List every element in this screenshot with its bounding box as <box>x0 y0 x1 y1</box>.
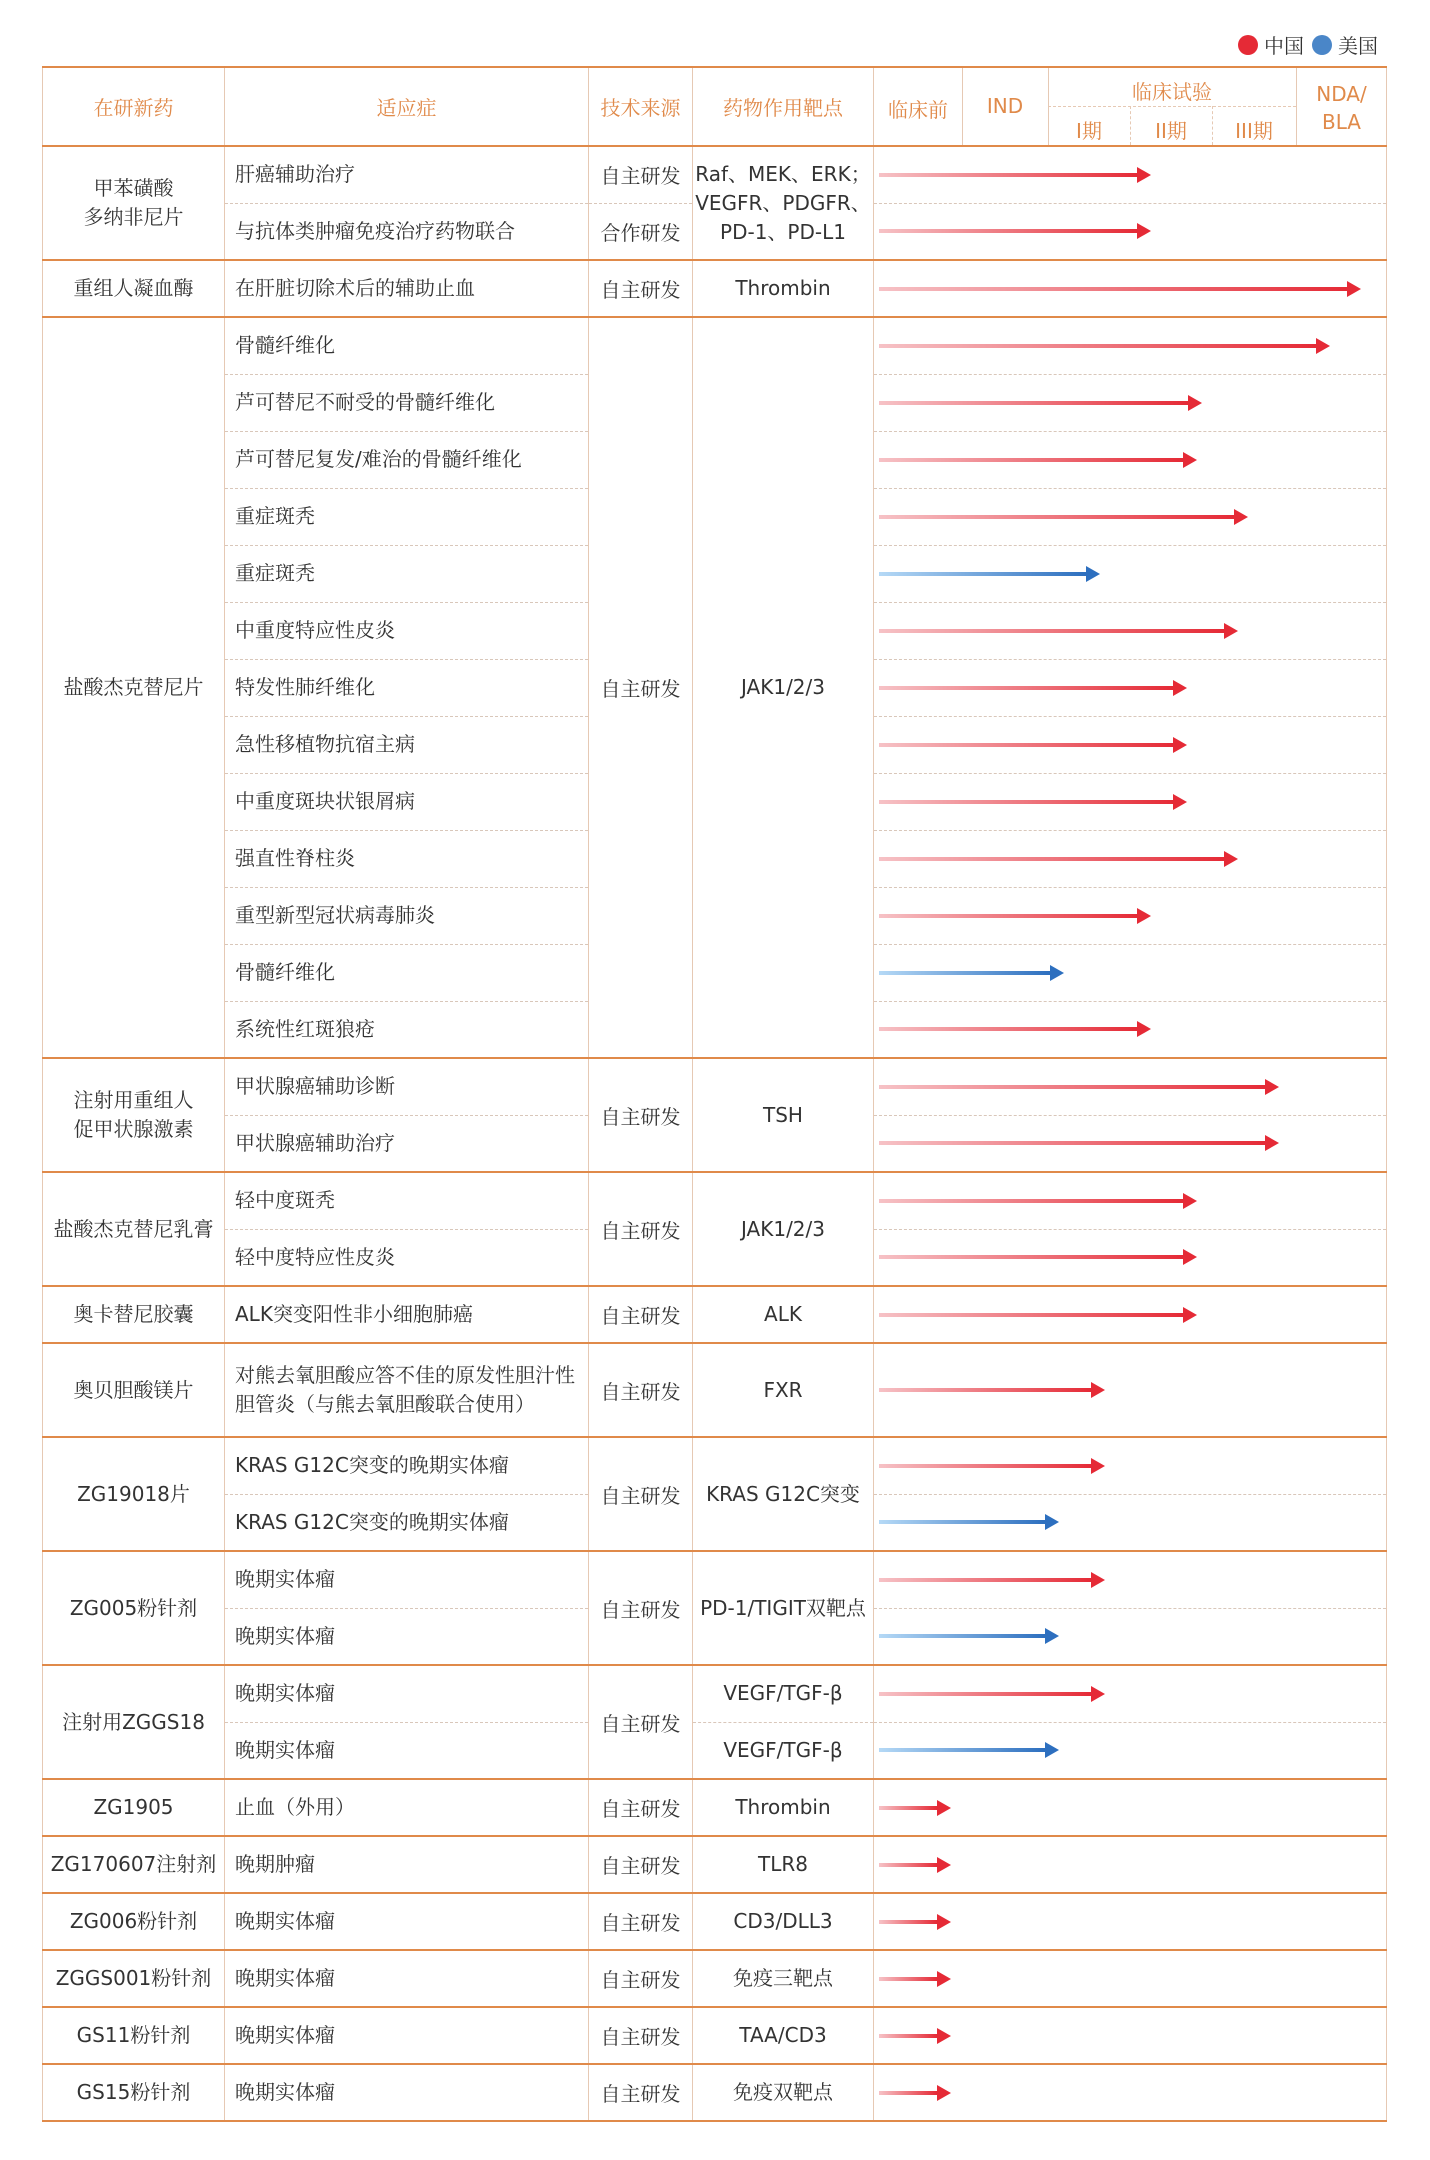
progress-cell <box>874 659 1387 716</box>
tech-source: 自主研发 <box>589 1779 693 1836</box>
table-row <box>43 1343 1387 1437</box>
indication: 中重度斑块状银屑病 <box>225 773 589 830</box>
arrow-shaft <box>879 1920 937 1924</box>
tech-source: 自主研发 <box>589 1058 693 1172</box>
arrow-head-icon <box>937 1857 951 1873</box>
arrow-head-icon <box>1091 1686 1105 1702</box>
arrow-head-icon <box>1173 737 1187 753</box>
progress-cell <box>874 1437 1387 1494</box>
progress-arrow-china <box>879 1577 1105 1583</box>
drug-name: 注射用ZGGS18 <box>43 1665 225 1779</box>
tech-source: 自主研发 <box>589 1437 693 1551</box>
progress-cell <box>874 602 1387 659</box>
progress-arrow-china <box>879 400 1202 406</box>
table-header-row <box>43 67 1387 146</box>
arrow-shaft <box>879 1388 1091 1392</box>
stage-bla: BLA <box>1321 110 1361 134</box>
arrow-head-icon <box>1183 1249 1197 1265</box>
progress-cell <box>874 1893 1387 1950</box>
progress-arrow-china <box>879 1463 1105 1469</box>
progress-arrow-china <box>879 457 1197 463</box>
table-row <box>43 260 1387 317</box>
arrow-head-icon <box>1137 908 1151 924</box>
indication: 晚期肿瘤 <box>225 1836 589 1893</box>
stage-phase3: III期 <box>1235 119 1273 143</box>
arrow-head-icon <box>1045 1628 1059 1644</box>
progress-arrow-china <box>879 1254 1197 1260</box>
drug-target: KRAS G12C突变 <box>693 1437 874 1551</box>
header-drug: 在研新药 <box>43 67 225 146</box>
progress-cell <box>874 374 1387 431</box>
indication: 晚期实体瘤 <box>225 1722 589 1779</box>
arrow-shaft <box>879 743 1173 747</box>
tech-source: 合作研发 <box>589 203 693 260</box>
drug-target: ALK <box>693 1286 874 1343</box>
progress-arrow-usa <box>879 571 1100 577</box>
drug-name: ZG19018片 <box>43 1437 225 1551</box>
tech-source: 自主研发 <box>589 260 693 317</box>
arrow-shaft <box>879 1578 1091 1582</box>
progress-cell <box>874 431 1387 488</box>
progress-cell <box>874 1115 1387 1172</box>
arrow-shaft <box>879 1027 1137 1031</box>
stage-clinical-underline <box>1048 106 1296 107</box>
table-row <box>43 1950 1387 2007</box>
arrow-head-icon <box>1347 281 1361 297</box>
table-row <box>43 1286 1387 1343</box>
indication: KRAS G12C突变的晚期实体瘤 <box>225 1437 589 1494</box>
header-indication: 适应症 <box>225 67 589 146</box>
progress-arrow-china <box>879 628 1238 634</box>
progress-arrow-china <box>879 228 1151 234</box>
tech-source: 自主研发 <box>589 1893 693 1950</box>
arrow-head-icon <box>1045 1514 1059 1530</box>
progress-arrow-china <box>879 343 1330 349</box>
drug-name: ZG1905 <box>43 1779 225 1836</box>
progress-arrow-china <box>879 1976 951 1982</box>
tech-source: 自主研发 <box>589 1950 693 2007</box>
drug-target: TLR8 <box>693 1836 874 1893</box>
arrow-shaft <box>879 1199 1183 1203</box>
arrow-head-icon <box>1183 1193 1197 1209</box>
progress-arrow-china <box>879 1084 1279 1090</box>
arrow-head-icon <box>1173 680 1187 696</box>
progress-cell <box>874 944 1387 1001</box>
progress-arrow-china <box>879 799 1187 805</box>
progress-arrow-usa <box>879 1747 1059 1753</box>
arrow-shaft <box>879 800 1173 804</box>
indication: 晚期实体瘤 <box>225 1893 589 1950</box>
indication: 甲状腺癌辅助诊断 <box>225 1058 589 1115</box>
arrow-shaft <box>879 1520 1045 1524</box>
drug-target: FXR <box>693 1343 874 1437</box>
drug-name: ZG006粉针剂 <box>43 1893 225 1950</box>
drug-name: 奥卡替尼胶囊 <box>43 1286 225 1343</box>
indication: 急性移植物抗宿主病 <box>225 716 589 773</box>
arrow-head-icon <box>1091 1572 1105 1588</box>
progress-cell <box>874 773 1387 830</box>
header-target: 药物作用靶点 <box>693 67 874 146</box>
progress-cell <box>874 545 1387 602</box>
table-row <box>43 1893 1387 1950</box>
indication: 晚期实体瘤 <box>225 2007 589 2064</box>
arrow-head-icon <box>1234 509 1248 525</box>
arrow-head-icon <box>1183 452 1197 468</box>
progress-cell <box>874 2007 1387 2064</box>
arrow-head-icon <box>1316 338 1330 354</box>
drug-name: 盐酸杰克替尼乳膏 <box>43 1172 225 1286</box>
tech-source: 自主研发 <box>589 146 693 203</box>
indication: 晚期实体瘤 <box>225 1950 589 2007</box>
progress-cell <box>874 1665 1387 1722</box>
progress-arrow-usa <box>879 1633 1059 1639</box>
drug-name: 奥贝胆酸镁片 <box>43 1343 225 1437</box>
arrow-head-icon <box>937 1914 951 1930</box>
drug-target: Raf、MEK、ERK； VEGFR、PDGFR、 PD-1、PD-L1 <box>693 146 874 260</box>
arrow-shaft <box>879 1863 937 1867</box>
indication: 肝癌辅助治疗 <box>225 146 589 203</box>
drug-name: 重组人凝血酶 <box>43 260 225 317</box>
drug-target: PD-1/TIGIT双靶点 <box>693 1551 874 1665</box>
progress-cell <box>874 1229 1387 1286</box>
indication: 重症斑秃 <box>225 545 589 602</box>
progress-arrow-usa <box>879 1519 1059 1525</box>
drug-target: VEGF/TGF-β <box>693 1722 874 1779</box>
progress-arrow-china <box>879 685 1187 691</box>
arrow-head-icon <box>1137 1021 1151 1037</box>
drug-target: JAK1/2/3 <box>693 317 874 1058</box>
drug-target: Thrombin <box>693 260 874 317</box>
arrow-shaft <box>879 629 1224 633</box>
drug-name: ZGGS001粉针剂 <box>43 1950 225 2007</box>
tech-source: 自主研发 <box>589 1665 693 1779</box>
arrow-head-icon <box>1045 1742 1059 1758</box>
progress-arrow-china <box>879 742 1187 748</box>
indication: 轻中度特应性皮炎 <box>225 1229 589 1286</box>
drug-target: CD3/DLL3 <box>693 1893 874 1950</box>
drug-target: TSH <box>693 1058 874 1172</box>
arrow-shaft <box>879 2034 937 2038</box>
indication: 重症斑秃 <box>225 488 589 545</box>
arrow-shaft <box>879 971 1050 975</box>
indication: 与抗体类肿瘤免疫治疗药物联合 <box>225 203 589 260</box>
arrow-shaft <box>879 1085 1265 1089</box>
progress-arrow-china <box>879 1862 951 1868</box>
tech-source: 自主研发 <box>589 2064 693 2121</box>
table-row <box>43 1551 1387 1608</box>
progress-cell <box>874 1494 1387 1551</box>
arrow-shaft <box>879 287 1347 291</box>
stage-phase2: II期 <box>1155 119 1187 143</box>
tech-source: 自主研发 <box>589 1343 693 1437</box>
legend-label-china: 中国 <box>1264 34 1304 58</box>
indication: 对熊去氧胆酸应答不佳的原发性胆汁性 胆管炎（与熊去氧胆酸联合使用） <box>225 1343 589 1437</box>
tech-source: 自主研发 <box>589 1551 693 1665</box>
progress-cell <box>874 1001 1387 1058</box>
arrow-head-icon <box>1091 1382 1105 1398</box>
legend-item-usa <box>1312 30 1378 59</box>
stage-preclinical: 临床前 <box>888 98 948 122</box>
progress-cell <box>874 1343 1387 1437</box>
drug-name: ZG005粉针剂 <box>43 1551 225 1665</box>
progress-cell <box>874 1836 1387 1893</box>
tech-source: 自主研发 <box>589 1836 693 1893</box>
table-row <box>43 146 1387 203</box>
arrow-shaft <box>879 229 1137 233</box>
table-body <box>43 146 1387 2121</box>
arrow-head-icon <box>1173 794 1187 810</box>
indication: 在肝脏切除术后的辅助止血 <box>225 260 589 317</box>
stage-nda: NDA/ <box>1316 82 1367 106</box>
drug-name: 注射用重组人 促甲状腺激素 <box>43 1058 225 1172</box>
pipeline-table <box>42 66 1387 2122</box>
indication: 骨髓纤维化 <box>225 317 589 374</box>
arrow-shaft <box>879 686 1173 690</box>
progress-cell <box>874 1608 1387 1665</box>
indication: 止血（外用） <box>225 1779 589 1836</box>
progress-arrow-china <box>879 856 1238 862</box>
tech-source: 自主研发 <box>589 1172 693 1286</box>
table-row <box>43 2007 1387 2064</box>
table-row <box>43 317 1387 374</box>
arrow-head-icon <box>1137 223 1151 239</box>
header-source: 技术来源 <box>589 67 693 146</box>
arrow-shaft <box>879 401 1188 405</box>
arrow-shaft <box>879 173 1137 177</box>
legend-item-china <box>1238 30 1304 59</box>
table-row <box>43 1779 1387 1836</box>
arrow-head-icon <box>1265 1079 1279 1095</box>
tech-source: 自主研发 <box>589 2007 693 2064</box>
arrow-head-icon <box>937 2085 951 2101</box>
table-row <box>43 1058 1387 1115</box>
indication: 晚期实体瘤 <box>225 1665 589 1722</box>
arrow-shaft <box>879 2091 937 2095</box>
arrow-shaft <box>879 572 1086 576</box>
progress-cell <box>874 203 1387 260</box>
table-row <box>43 1836 1387 1893</box>
progress-cell <box>874 1172 1387 1229</box>
indication: 芦可替尼复发/难治的骨髓纤维化 <box>225 431 589 488</box>
indication: 芦可替尼不耐受的骨髓纤维化 <box>225 374 589 431</box>
progress-cell <box>874 1286 1387 1343</box>
arrow-head-icon <box>1265 1135 1279 1151</box>
progress-arrow-china <box>879 2033 951 2039</box>
arrow-shaft <box>879 1692 1091 1696</box>
legend <box>1238 30 1378 59</box>
progress-cell <box>874 1779 1387 1836</box>
progress-arrow-china <box>879 1312 1197 1318</box>
progress-arrow-usa <box>879 970 1064 976</box>
progress-arrow-china <box>879 1691 1105 1697</box>
indication: 重型新型冠状病毒肺炎 <box>225 887 589 944</box>
progress-cell <box>874 2064 1387 2121</box>
progress-cell <box>874 716 1387 773</box>
progress-arrow-china <box>879 1198 1197 1204</box>
arrow-head-icon <box>937 1971 951 1987</box>
progress-arrow-china <box>879 172 1151 178</box>
progress-cell <box>874 317 1387 374</box>
arrow-shaft <box>879 857 1224 861</box>
drug-target: 免疫双靶点 <box>693 2064 874 2121</box>
stage-phase1: I期 <box>1076 119 1102 143</box>
arrow-head-icon <box>1086 566 1100 582</box>
arrow-shaft <box>879 1141 1265 1145</box>
indication: 甲状腺癌辅助治疗 <box>225 1115 589 1172</box>
tech-source: 自主研发 <box>589 1286 693 1343</box>
progress-arrow-china <box>879 913 1151 919</box>
arrow-shaft <box>879 914 1137 918</box>
progress-arrow-china <box>879 1919 951 1925</box>
table-row <box>43 1172 1387 1229</box>
arrow-shaft <box>879 1977 937 1981</box>
progress-arrow-china <box>879 514 1248 520</box>
progress-cell <box>874 146 1387 203</box>
arrow-shaft <box>879 1313 1183 1317</box>
progress-arrow-china <box>879 286 1361 292</box>
stage-ind: IND <box>986 94 1024 118</box>
stage-nda-bla <box>1296 80 1387 136</box>
arrow-shaft <box>879 515 1234 519</box>
progress-cell <box>874 1551 1387 1608</box>
indication: 强直性脊柱炎 <box>225 830 589 887</box>
indication: KRAS G12C突变的晚期实体瘤 <box>225 1494 589 1551</box>
header-stages <box>874 67 1387 146</box>
arrow-head-icon <box>1137 167 1151 183</box>
indication: 骨髓纤维化 <box>225 944 589 1001</box>
arrow-head-icon <box>1050 965 1064 981</box>
indication: 晚期实体瘤 <box>225 2064 589 2121</box>
arrow-shaft <box>879 1255 1183 1259</box>
drug-target: 免疫三靶点 <box>693 1950 874 2007</box>
indication: 特发性肺纤维化 <box>225 659 589 716</box>
arrow-shaft <box>879 1464 1091 1468</box>
table-row <box>43 1665 1387 1722</box>
arrow-head-icon <box>937 2028 951 2044</box>
drug-name: GS15粉针剂 <box>43 2064 225 2121</box>
progress-arrow-china <box>879 1026 1151 1032</box>
drug-name: 盐酸杰克替尼片 <box>43 317 225 1058</box>
arrow-head-icon <box>1224 623 1238 639</box>
indication: 晚期实体瘤 <box>225 1551 589 1608</box>
drug-name: GS11粉针剂 <box>43 2007 225 2064</box>
arrow-head-icon <box>1091 1458 1105 1474</box>
blue-dot-icon <box>1312 35 1332 55</box>
arrow-shaft <box>879 1748 1045 1752</box>
table-row <box>43 2064 1387 2121</box>
progress-cell <box>874 1058 1387 1115</box>
tech-source: 自主研发 <box>589 317 693 1058</box>
progress-arrow-china <box>879 2090 951 2096</box>
progress-arrow-china <box>879 1140 1279 1146</box>
arrow-shaft <box>879 458 1183 462</box>
stage-clinical-trial: 临床试验 <box>1132 80 1212 104</box>
indication: 系统性红斑狼疮 <box>225 1001 589 1058</box>
arrow-head-icon <box>1183 1307 1197 1323</box>
drug-target: TAA/CD3 <box>693 2007 874 2064</box>
progress-cell <box>874 830 1387 887</box>
table-row <box>43 1722 1387 1779</box>
indication: 中重度特应性皮炎 <box>225 602 589 659</box>
red-dot-icon <box>1238 35 1258 55</box>
legend-label-usa: 美国 <box>1338 34 1378 58</box>
progress-cell <box>874 260 1387 317</box>
arrow-head-icon <box>937 1800 951 1816</box>
drug-name: ZG170607注射剂 <box>43 1836 225 1893</box>
drug-target: VEGF/TGF-β <box>693 1665 874 1722</box>
drug-target: Thrombin <box>693 1779 874 1836</box>
progress-cell <box>874 1722 1387 1779</box>
arrow-head-icon <box>1188 395 1202 411</box>
progress-cell <box>874 887 1387 944</box>
progress-arrow-china <box>879 1805 951 1811</box>
progress-cell <box>874 1950 1387 2007</box>
indication: 轻中度斑秃 <box>225 1172 589 1229</box>
arrow-shaft <box>879 1634 1045 1638</box>
arrow-shaft <box>879 1806 937 1810</box>
arrow-shaft <box>879 344 1316 348</box>
indication: ALK突变阳性非小细胞肺癌 <box>225 1286 589 1343</box>
drug-name: 甲苯磺酸 多纳非尼片 <box>43 146 225 260</box>
arrow-head-icon <box>1224 851 1238 867</box>
drug-target: JAK1/2/3 <box>693 1172 874 1286</box>
table-row <box>43 1437 1387 1494</box>
indication: 晚期实体瘤 <box>225 1608 589 1665</box>
progress-arrow-china <box>879 1387 1105 1393</box>
progress-cell <box>874 488 1387 545</box>
